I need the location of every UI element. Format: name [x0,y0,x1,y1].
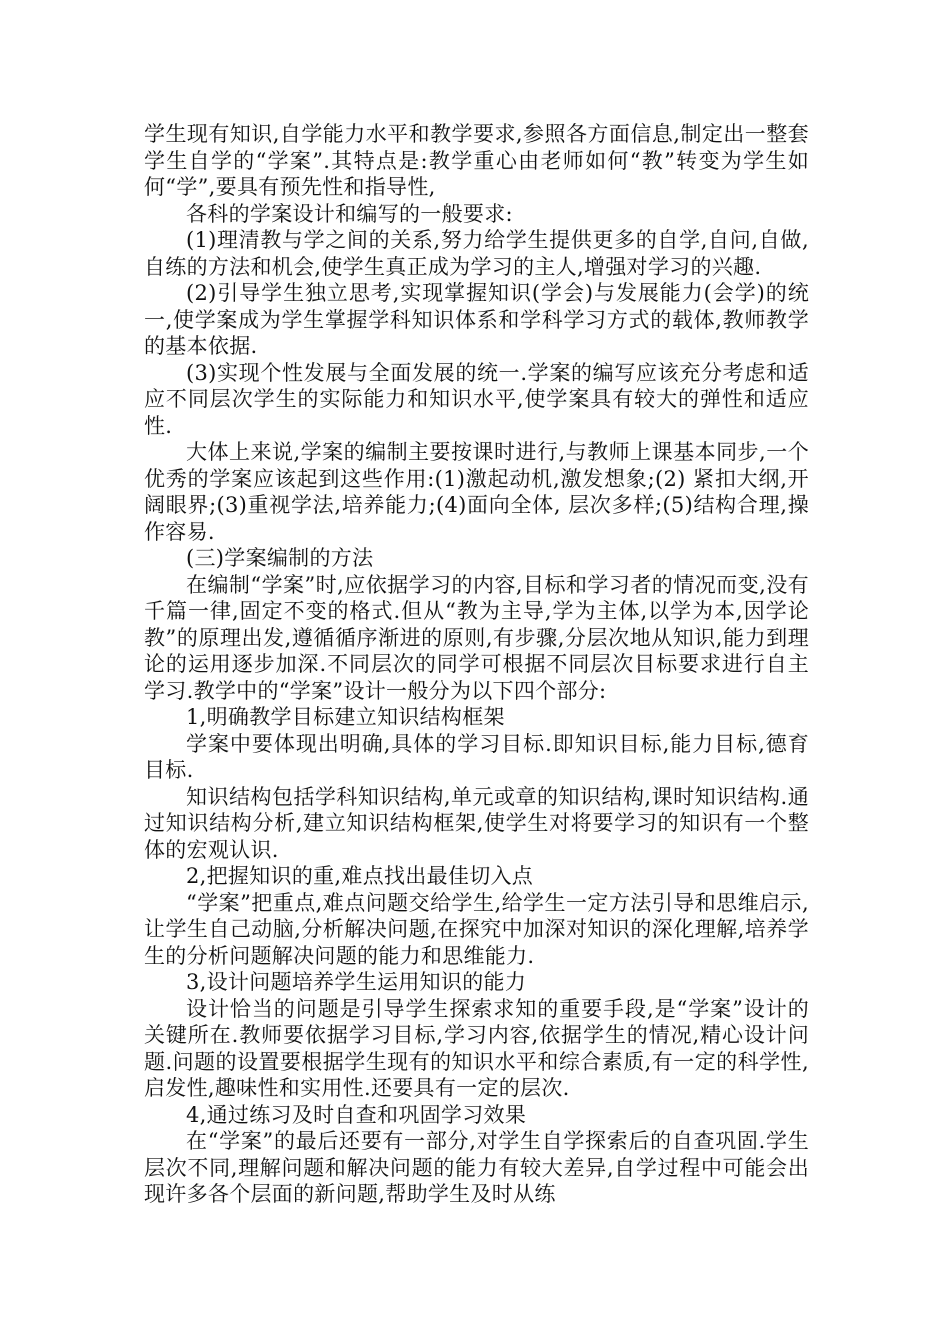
paragraph-17: 在“学案”的最后还要有一部分,对学生自学探索后的自查巩固.学生层次不同,理解问题和解决问题的能力有较大差异,自学过程中可能会出现许多各个层面的新问题,帮助学生及时从练 [144,1129,809,1206]
paragraph-5: (3)实现个性发展与全面发展的统一.学案的编写应该充分考虑和适应不同层次学生的实际能力和知识水平,使学案具有较大的弹性和适应性. [144,360,809,438]
section-heading-3: (三)学案编制的方法 [186,546,374,570]
paragraph-6: 大体上来说,学案的编制主要按课时进行,与教师上课基本同步,一个优秀的学案应该起到这些作用:(1)激起动机,激发想象;(2) 紧扣大纲,开阔眼界;(3)重视学法,培养能力;(4)面向全体, 层次多样;(5)结构合理,操作容易. [144,440,809,544]
paragraph-8: 在编制“学案”时,应依据学习的内容,目标和学习者的情况而变,没有千篇一律,固定不变的格式.但从“教为主导,学为主体,以学为本,因学论教”的原理出发,遵循循序渐进的原则,有步骤,分层次地从知识,能力到理论的运用逐步加深.不同层次的同学可根据不同层次目标要求进行自主学习.教学中的“学案”设计一般分为以下四个部分: [144,572,809,703]
subheading-3: 3,设计问题培养学生运用知识的能力 [186,970,527,994]
paragraph-1: 学生现有知识,自学能力水平和教学要求,参照各方面信息,制定出一整套学生自学的“学案”.其特点是:教学重心由老师如何“教”转变为学生如何“学”,要具有预先性和指导性, [144,122,809,199]
subheading-2: 2,把握知识的重,难点找出最佳切入点 [186,864,534,888]
paragraph-10: 学案中要体现出明确,具体的学习目标.即知识目标,能力目标,德育目标. [144,731,809,782]
paragraph-4: (2)引导学生独立思考,实现掌握知识(学会)与发展能力(会学)的统一,使学案成为学生掌握学科知识体系和学科学习方式的载体,教师教学的基本依据. [144,281,809,358]
paragraph-3: (1)理清教与学之间的关系,努力给学生提供更多的自学,自问,自做,自练的方法和机会,使学生真正成为学习的主人,增强对学习的兴趣. [144,228,809,279]
paragraph-2: 各科的学案设计和编写的一般要求: [186,201,513,226]
document-page [144,121,809,1208]
paragraph-11: 知识结构包括学科知识结构,单元或章的知识结构,课时知识结构.通过知识结构分析,建立知识结构框架,使学生对将要学习的知识有一个整体的宏观认识. [144,784,809,862]
paragraph-13: “学案”把重点,难点问题交给学生,给学生一定方法引导和思维启示,让学生自己动脑,分析解决问题,在探究中加深对知识的深化理解,培养学生的分析问题解决问题的能力和思维能力. [144,890,809,968]
paragraph-15: 设计恰当的问题是引导学生探索求知的重要手段,是“学案”设计的关键所在.教师要依据学习目标,学习内容,依据学生的情况,精心设计问题.问题的设置要根据学生现有的知识水平和综合素质,有一定的科学性,启发性,趣味性和实用性.还要具有一定的层次. [144,996,809,1100]
subheading-1: 1,明确教学目标建立知识结构框架 [186,705,505,729]
subheading-4: 4,通过练习及时自查和巩固学习效果 [186,1102,527,1127]
